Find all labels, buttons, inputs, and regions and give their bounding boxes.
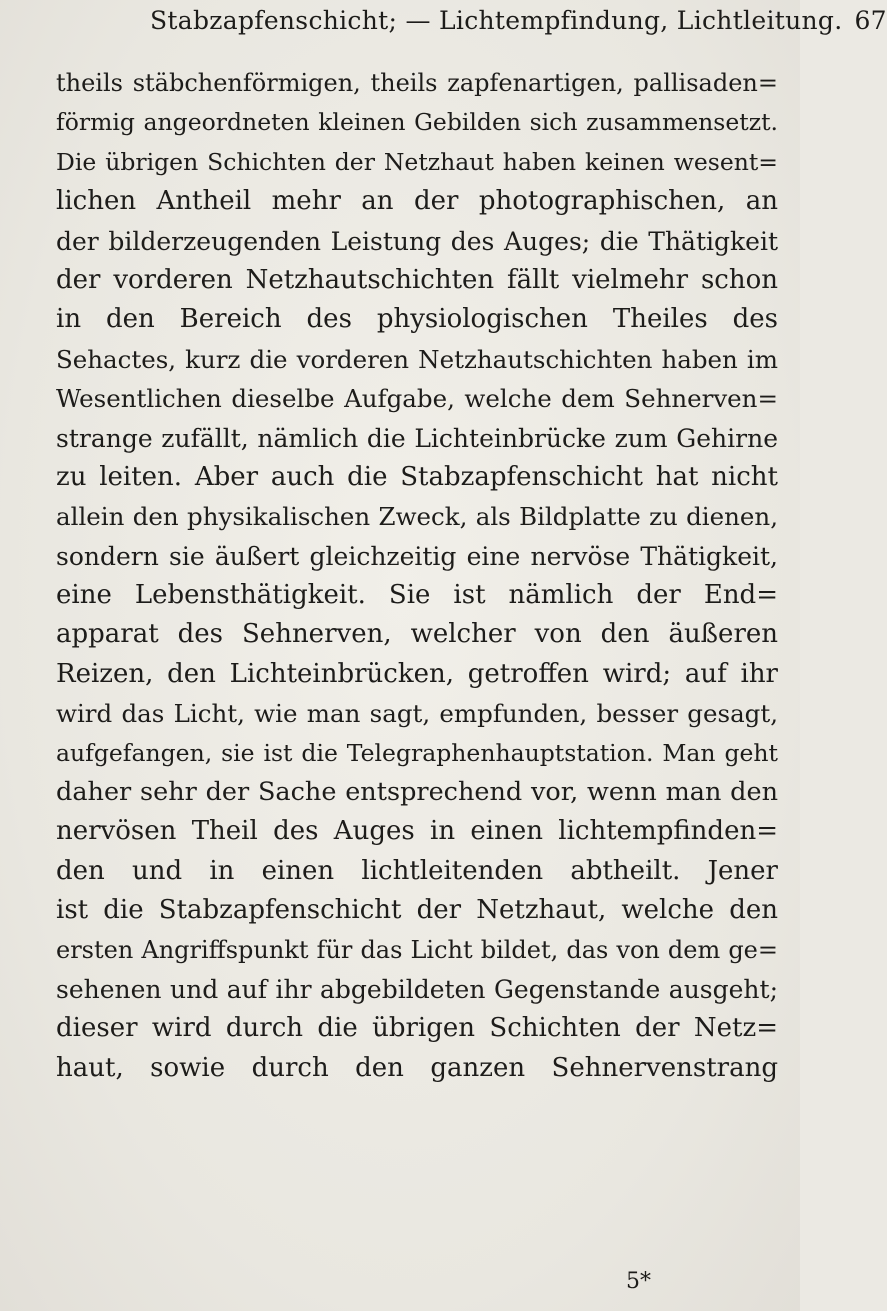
text-line: lichen Antheil mehr an der photographischen, an: [56, 186, 778, 217]
text-line: der bilderzeugenden Leistung des Auges; die Thätigkeit: [56, 226, 778, 256]
text-line: aufgefangen, sie ist die Telegraphenhauptstation. Man geht: [56, 738, 778, 767]
text-line: haut, sowie durch den ganzen Sehnervenstrang: [56, 1052, 778, 1083]
body-text: [56, 64, 778, 1088]
text-line: daher sehr der Sache entsprechend vor, wenn man den: [56, 777, 778, 808]
text-line: ersten Angriffspunkt für das Licht bildet, das von dem ge=: [56, 935, 778, 964]
text-line: allein den physikalischen Zweck, als Bildplatte zu dienen,: [56, 502, 778, 532]
running-head-title: Stabzapfenschicht; — Lichtempfindung, Lichtleitung.: [150, 5, 843, 35]
text-line: in den Bereich des physiologischen Theiles des: [56, 304, 778, 335]
text-line: Wesentlichen dieselbe Aufgabe, welche dem Sehnerven=: [56, 384, 778, 414]
text-line: Sehactes, kurz die vorderen Netzhautschichten haben im: [56, 344, 778, 374]
text-line: theils stäbchenförmigen, theils zapfenartigen, pallisaden=: [56, 69, 778, 97]
text-line: dieser wird durch die übrigen Schichten der Netz=: [56, 1013, 778, 1044]
text-line: förmig angeordneten kleinen Gebilden sich zusammensetzt.: [56, 108, 778, 137]
page-number: 67: [854, 5, 887, 35]
text-line: eine Lebensthätigkeit. Sie ist nämlich der End=: [56, 580, 778, 611]
running-head: [150, 0, 887, 40]
text-line: Reizen, den Lichteinbrücken, getroffen wird; auf ihr: [56, 658, 778, 689]
signature-mark: 5*: [626, 1269, 651, 1294]
text-line: zu leiten. Aber auch die Stabzapfenschicht hat nicht: [56, 461, 778, 492]
text-line: den und in einen lichtleitenden abtheilt. Jener: [56, 855, 778, 886]
text-line: ist die Stabzapfenschicht der Netzhaut, welche den: [56, 895, 778, 926]
text-line: der vorderen Netzhautschichten fällt vielmehr schon: [56, 264, 778, 295]
text-line: apparat des Sehnerven, welcher von den äußeren: [56, 619, 778, 650]
text-line: strange zufällt, nämlich die Lichteinbrücke zum Gehirne: [56, 423, 778, 453]
text-line: wird das Licht, wie man sagt, empfunden, besser gesagt,: [56, 699, 778, 729]
text-line: sondern sie äußert gleichzeitig eine nervöse Thätigkeit,: [56, 541, 778, 571]
text-line: nervösen Theil des Auges in einen lichtempfinden=: [56, 816, 778, 847]
text-line: Die übrigen Schichten der Netzhaut haben keinen wesent=: [56, 147, 778, 176]
text-line: sehenen und auf ihr abgebildeten Gegenstande ausgeht;: [56, 974, 778, 1004]
